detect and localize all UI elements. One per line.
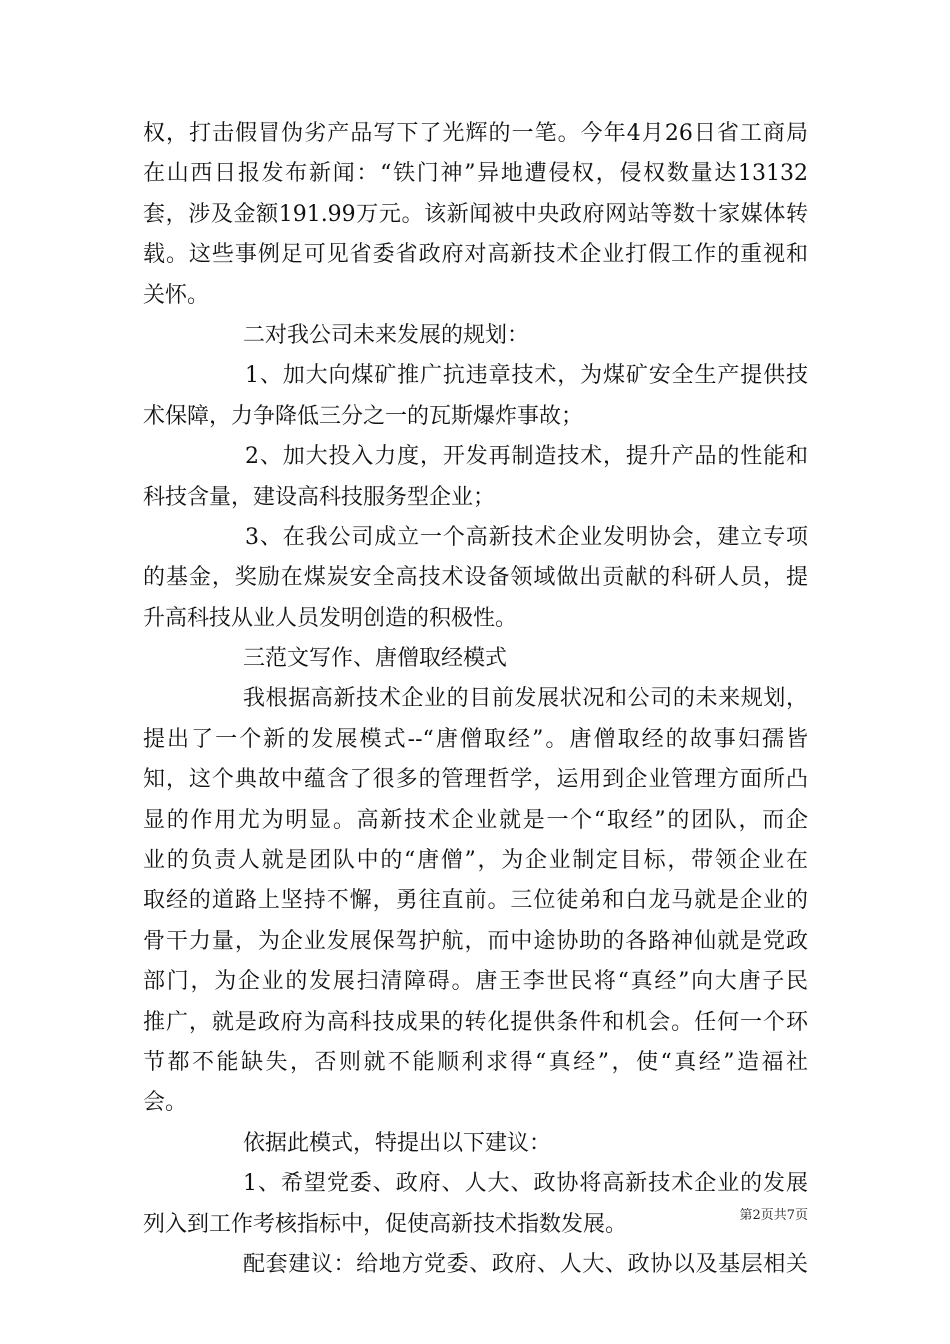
text-line: 关怀。 [143, 282, 210, 308]
text-line: 术保障，力争降低三分之一的瓦斯爆炸事故； [143, 403, 584, 429]
paragraph-start-line: 配套建议：给地方党委、政府、人大、政协以及基层相关 [243, 1251, 808, 1277]
text-line: 升高科技从业人员发明创造的积极性。 [143, 605, 518, 631]
body-text [143, 114, 808, 1285]
text-line: 取经的道路上坚持不懈，勇往直前。三位徒弟和白龙马就是企业的 [143, 888, 808, 914]
text-line: 提出了一个新的发展模式--“唐僧取经”。唐僧取经的故事妇孺皆 [143, 726, 808, 752]
paragraph-start-line: 我根据高新技术企业的目前发展状况和公司的未来规划， [243, 686, 808, 712]
text-line: 知，这个典故中蕴含了很多的管理哲学，运用到企业管理方面所凸 [143, 767, 808, 793]
text-line: 套，涉及金额191.99万元。该新闻被中央政府网站等数十家媒体转 [143, 201, 808, 227]
text-line: 会。 [143, 1090, 188, 1116]
text-line: 骨干力量，为企业发展保驾护航，而中途协助的各路神仙就是党政 [143, 928, 808, 954]
text-line: 科技含量，建设高科技服务型企业； [143, 484, 496, 510]
list-item-line: 3、在我公司成立一个高新技术企业发明协会，建立专项 [245, 524, 808, 550]
text-line: 在山西日报发布新闻：“铁门神”异地遭侵权，侵权数量达13132 [143, 161, 808, 187]
text-line: 部门，为企业的发展扫清障碍。唐王李世民将“真经”向大唐子民 [143, 969, 808, 995]
text-line: 载。这些事例足可见省委省政府对高新技术企业打假工作的重视和 [143, 242, 808, 268]
text-line: 显的作用尤为明显。高新技术企业就是一个“取经”的团队，而企 [143, 807, 808, 833]
paragraph-start-line: 依据此模式，特提出以下建议： [243, 1130, 552, 1156]
text-line: 业的负责人就是团队中的“唐僧”，为企业制定目标，带领企业在 [143, 848, 808, 874]
text-line: 权，打击假冒伪劣产品写下了光辉的一笔。今年4月26日省工商局 [143, 121, 808, 146]
text-line: 的基金，奖励在煤炭安全高技术设备领域做出贡献的科研人员，提 [143, 565, 808, 591]
section-heading: 二对我公司未来发展的规划： [243, 322, 530, 348]
text-line: 列入到工作考核指标中，促使高新技术指数发展。 [143, 1211, 628, 1237]
text-line: 推广，就是政府为高科技成果的转化提供条件和机会。任何一个环 [143, 1009, 808, 1035]
section-heading: 三范文写作、唐僧取经模式 [243, 646, 508, 672]
list-item-line: 1、加大向煤矿推广抗违章技术，为煤矿安全生产提供技 [245, 363, 808, 389]
list-item-line: 1、希望党委、政府、人大、政协将高新技术企业的发展 [243, 1171, 808, 1197]
page-number-footer: 第2页共7页 [739, 1208, 808, 1223]
list-item-line: 2、加大投入力度，开发再制造技术，提升产品的性能和 [245, 444, 808, 470]
text-line: 节都不能缺失，否则就不能顺利求得“真经”，使“真经”造福社 [143, 1049, 808, 1075]
